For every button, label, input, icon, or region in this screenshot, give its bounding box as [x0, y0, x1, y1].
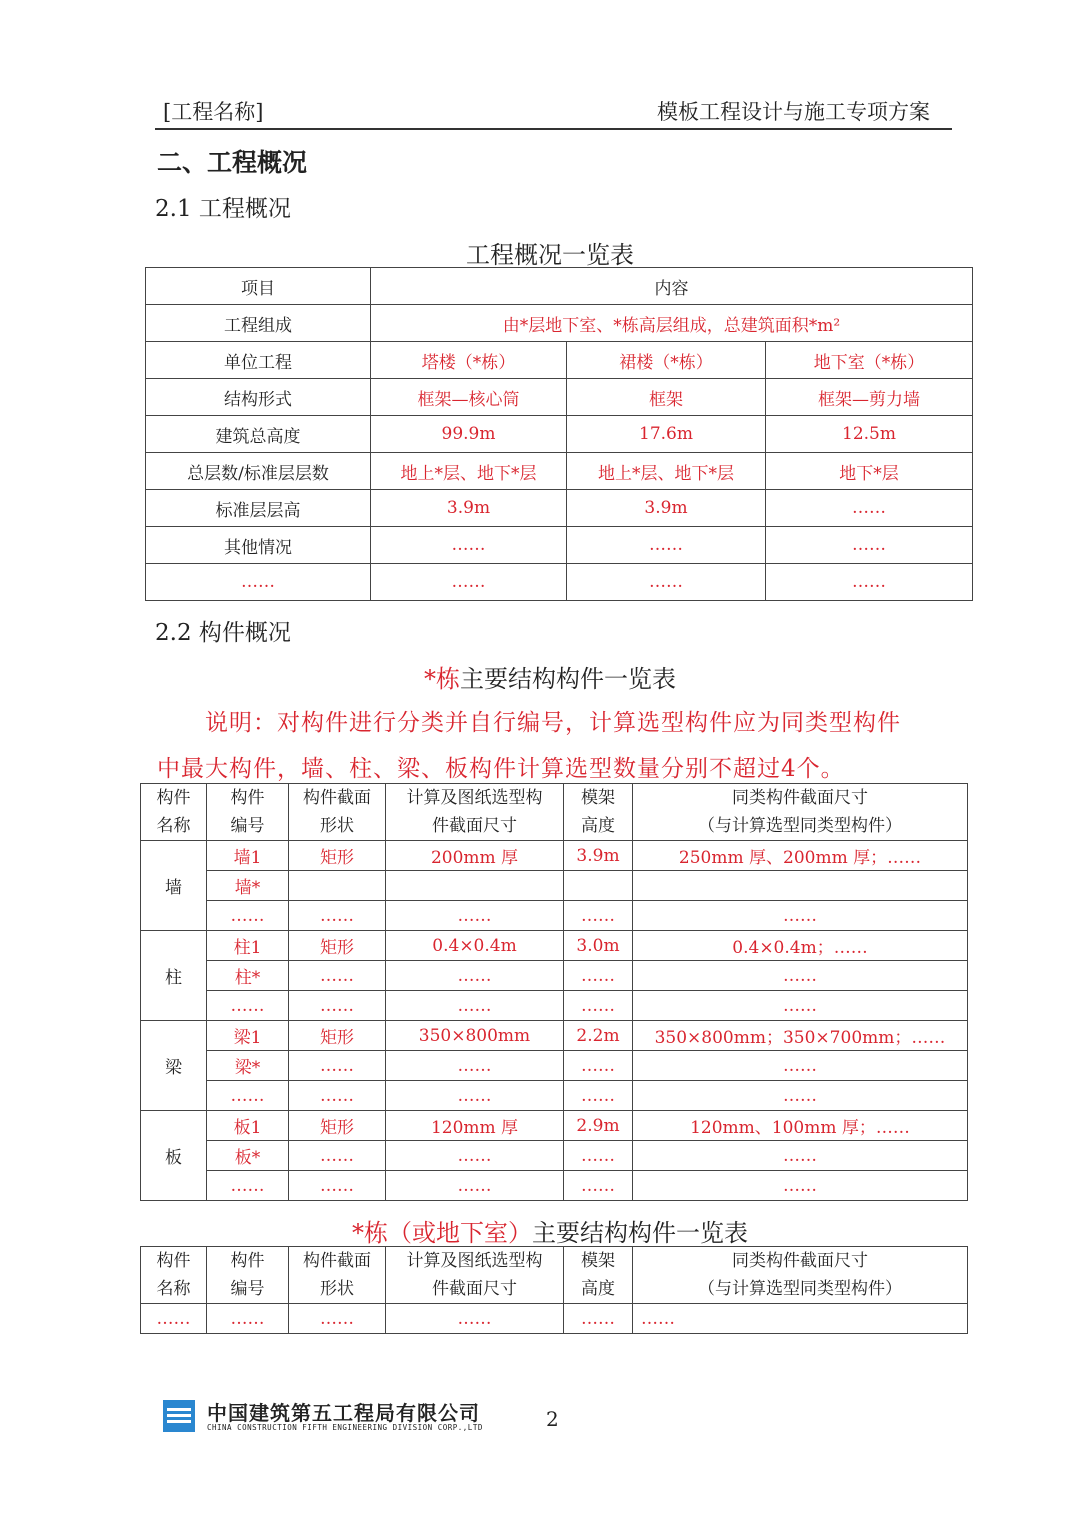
table1-cell: 框架—剪力墙	[766, 379, 973, 416]
table2-cell: 柱*	[207, 961, 289, 991]
table1-cell: 塔楼（*栋）	[371, 342, 567, 379]
table-row	[141, 1141, 968, 1171]
table-row	[141, 991, 968, 1021]
table2-head-cell: 模架 高度	[564, 784, 633, 841]
table3-cell: ……	[386, 1304, 564, 1334]
table-row	[141, 931, 968, 961]
table1-cell: ……	[766, 527, 973, 564]
table2-cell: ……	[386, 1081, 564, 1111]
table2-cell: ……	[564, 901, 633, 931]
table-row	[146, 342, 973, 379]
table3-head-cell: 构件 名称	[141, 1247, 207, 1304]
table3-head-cell: 同类构件截面尺寸 （与计算选型同类型构件）	[633, 1247, 968, 1304]
company-logo-icon	[163, 1400, 195, 1432]
table1-cell: 裙楼（*栋）	[567, 342, 766, 379]
table3-cell: ……	[207, 1304, 289, 1334]
table2-cell: ……	[289, 1081, 386, 1111]
section-title: 二、工程概况	[157, 148, 308, 177]
table2-cell: ……	[564, 1141, 633, 1171]
table2-cell: ……	[386, 991, 564, 1021]
table1-cell: 标准层层高	[146, 490, 371, 527]
table1-cell: ……	[371, 527, 567, 564]
table2-cell: ……	[633, 1141, 968, 1171]
table-row	[146, 416, 973, 453]
table2-cell	[564, 871, 633, 901]
table-row	[141, 961, 968, 991]
subsection-title-2-2: 2.2 构件概况	[155, 620, 291, 646]
table2-cell: 350×800mm；350×700mm；……	[633, 1021, 968, 1051]
table2-cell: ……	[289, 1171, 386, 1201]
table3-cell: ……	[633, 1304, 968, 1334]
table2-cell: 2.2m	[564, 1021, 633, 1051]
table2-cell: 3.0m	[564, 931, 633, 961]
table-row	[146, 490, 973, 527]
table2-cell: 120mm、100mm 厚；……	[633, 1111, 968, 1141]
table2-cell: ……	[564, 1081, 633, 1111]
table1-cell: 结构形式	[146, 379, 371, 416]
table1-cell: 其他情况	[146, 527, 371, 564]
table2-head-cell: 构件截面 形状	[289, 784, 386, 841]
table2-cell: ……	[564, 991, 633, 1021]
table1-cell: 地下室（*栋）	[766, 342, 973, 379]
table2-cell: ……	[289, 901, 386, 931]
table2-caption-text: 主要结构构件一览表	[460, 665, 676, 693]
table2-cell: ……	[633, 961, 968, 991]
table2-head-cell: 构件 名称	[141, 784, 207, 841]
footer-company-name: 中国建筑第五工程局有限公司	[207, 1401, 480, 1425]
table2-cell: 3.9m	[564, 841, 633, 871]
table2-cell: 2.9m	[564, 1111, 633, 1141]
basement-components-table	[140, 1246, 968, 1334]
table3-cell: ……	[141, 1304, 207, 1334]
table-row	[141, 1081, 968, 1111]
table3-head-cell: 构件 编号	[207, 1247, 289, 1304]
table2-cell: ……	[386, 1051, 564, 1081]
table2-caption	[0, 659, 1080, 694]
table2-cell: 矩形	[289, 931, 386, 961]
table1-cell: ……	[567, 527, 766, 564]
table-row	[141, 1051, 968, 1081]
table2-cell: 0.4×0.4m	[386, 931, 564, 961]
header-doc-title: 模板工程设计与施工专项方案	[657, 100, 930, 124]
table2-cell: 350×800mm	[386, 1021, 564, 1051]
table2-caption-prefix: *栋	[424, 665, 460, 693]
table2-cell: 墙*	[207, 871, 289, 901]
component-group-name: 板	[141, 1111, 207, 1201]
table2-cell: ……	[289, 961, 386, 991]
table1-head-content: 内容	[371, 268, 973, 305]
table2-cell: ……	[386, 1141, 564, 1171]
table3-head-cell: 模架 高度	[564, 1247, 633, 1304]
table-row	[146, 527, 973, 564]
header-project-name: [工程名称]	[163, 100, 264, 124]
table2-cell: ……	[633, 1081, 968, 1111]
table2-cell: ……	[564, 961, 633, 991]
table2-cell	[633, 871, 968, 901]
table-row	[146, 564, 973, 601]
structural-components-table	[140, 783, 968, 1201]
table2-cell: 板*	[207, 1141, 289, 1171]
table2-cell: ……	[633, 991, 968, 1021]
table2-cell: ……	[386, 961, 564, 991]
table1-cell: 由*层地下室、*栋高层组成，总建筑面积*m²	[371, 305, 973, 342]
table1-cell: ……	[567, 564, 766, 601]
table1-cell: 地上*层、地下*层	[567, 453, 766, 490]
table2-head-cell: 构件 编号	[207, 784, 289, 841]
table3-head-cell: 计算及图纸选型构 件截面尺寸	[386, 1247, 564, 1304]
table1-head-item: 项目	[146, 268, 371, 305]
table3-cell: ……	[289, 1304, 386, 1334]
table2-cell: ……	[207, 1171, 289, 1201]
table2-cell: ……	[633, 901, 968, 931]
table2-cell: ……	[564, 1051, 633, 1081]
table3-caption	[0, 1213, 1080, 1248]
table2-cell: ……	[289, 1141, 386, 1171]
table1-cell: 地上*层、地下*层	[371, 453, 567, 490]
table-row	[141, 1111, 968, 1141]
table1-cell: 单位工程	[146, 342, 371, 379]
table1-cell: 框架	[567, 379, 766, 416]
table2-cell: 矩形	[289, 1021, 386, 1051]
table1-cell: 总层数/标准层层数	[146, 453, 371, 490]
table-row	[141, 871, 968, 901]
footer-company-english: CHINA CONSTRUCTION FIFTH ENGINEERING DIVISION CORP.,LTD	[207, 1423, 483, 1432]
table1-cell: 框架—核心筒	[371, 379, 567, 416]
header-divider	[155, 128, 952, 130]
subsection-title-2-1: 2.1 工程概况	[155, 196, 291, 222]
table1-caption: 工程概况一览表	[466, 241, 634, 269]
table2-cell: 120mm 厚	[386, 1111, 564, 1141]
component-group-name: 梁	[141, 1021, 207, 1111]
table2-cell: 板1	[207, 1111, 289, 1141]
table1-cell: 99.9m	[371, 416, 567, 453]
project-overview-table	[145, 267, 973, 601]
table1-cell: 地下*层	[766, 453, 973, 490]
table1-cell: ……	[766, 490, 973, 527]
table2-cell: 梁*	[207, 1051, 289, 1081]
table2-cell: ……	[633, 1051, 968, 1081]
table1-cell: ……	[146, 564, 371, 601]
table2-cell: ……	[564, 1171, 633, 1201]
table2-cell: ……	[207, 991, 289, 1021]
table3-head-cell: 构件截面 形状	[289, 1247, 386, 1304]
table2-head-cell: 计算及图纸选型构 件截面尺寸	[386, 784, 564, 841]
table2-cell: 柱1	[207, 931, 289, 961]
table2-cell: ……	[386, 901, 564, 931]
table1-cell: 3.9m	[371, 490, 567, 527]
component-group-name: 柱	[141, 931, 207, 1021]
table2-cell: ……	[207, 901, 289, 931]
table2-cell	[386, 871, 564, 901]
table2-cell: 200mm 厚	[386, 841, 564, 871]
table1-cell: ……	[766, 564, 973, 601]
table2-cell: ……	[289, 991, 386, 1021]
table3-caption-prefix: *栋（或地下室）	[352, 1219, 532, 1247]
table-row	[141, 1304, 968, 1334]
table2-cell: 墙1	[207, 841, 289, 871]
table2-cell: ……	[633, 1171, 968, 1201]
table-row	[146, 453, 973, 490]
table2-cell	[289, 871, 386, 901]
table-row	[141, 1171, 968, 1201]
table-row	[141, 901, 968, 931]
table2-head-cell: 同类构件截面尺寸 （与计算选型同类型构件）	[633, 784, 968, 841]
table1-cell: 17.6m	[567, 416, 766, 453]
table2-cell: 0.4×0.4m；……	[633, 931, 968, 961]
table1-cell: 工程组成	[146, 305, 371, 342]
table2-cell: 矩形	[289, 841, 386, 871]
table3-cell: ……	[564, 1304, 633, 1334]
table3-caption-text: 主要结构构件一览表	[532, 1219, 748, 1247]
table2-cell: 梁1	[207, 1021, 289, 1051]
table-row	[141, 841, 968, 871]
table2-cell: 250mm 厚、200mm 厚；……	[633, 841, 968, 871]
table2-cell: ……	[207, 1081, 289, 1111]
component-group-name: 墙	[141, 841, 207, 931]
table1-cell: 建筑总高度	[146, 416, 371, 453]
table2-cell: ……	[386, 1171, 564, 1201]
note-line-2: 中最大构件，墙、柱、梁、板构件计算选型数量分别不超过4个。	[157, 756, 845, 782]
table1-cell: 3.9m	[567, 490, 766, 527]
table1-cell: 12.5m	[766, 416, 973, 453]
table2-cell: 矩形	[289, 1111, 386, 1141]
table-row	[146, 379, 973, 416]
note-line-1: 说明：对构件进行分类并自行编号，计算选型构件应为同类型构件	[205, 710, 901, 736]
page-number: 2	[546, 1407, 559, 1431]
table2-cell: ……	[289, 1051, 386, 1081]
table1-cell: ……	[371, 564, 567, 601]
table-row	[141, 1021, 968, 1051]
